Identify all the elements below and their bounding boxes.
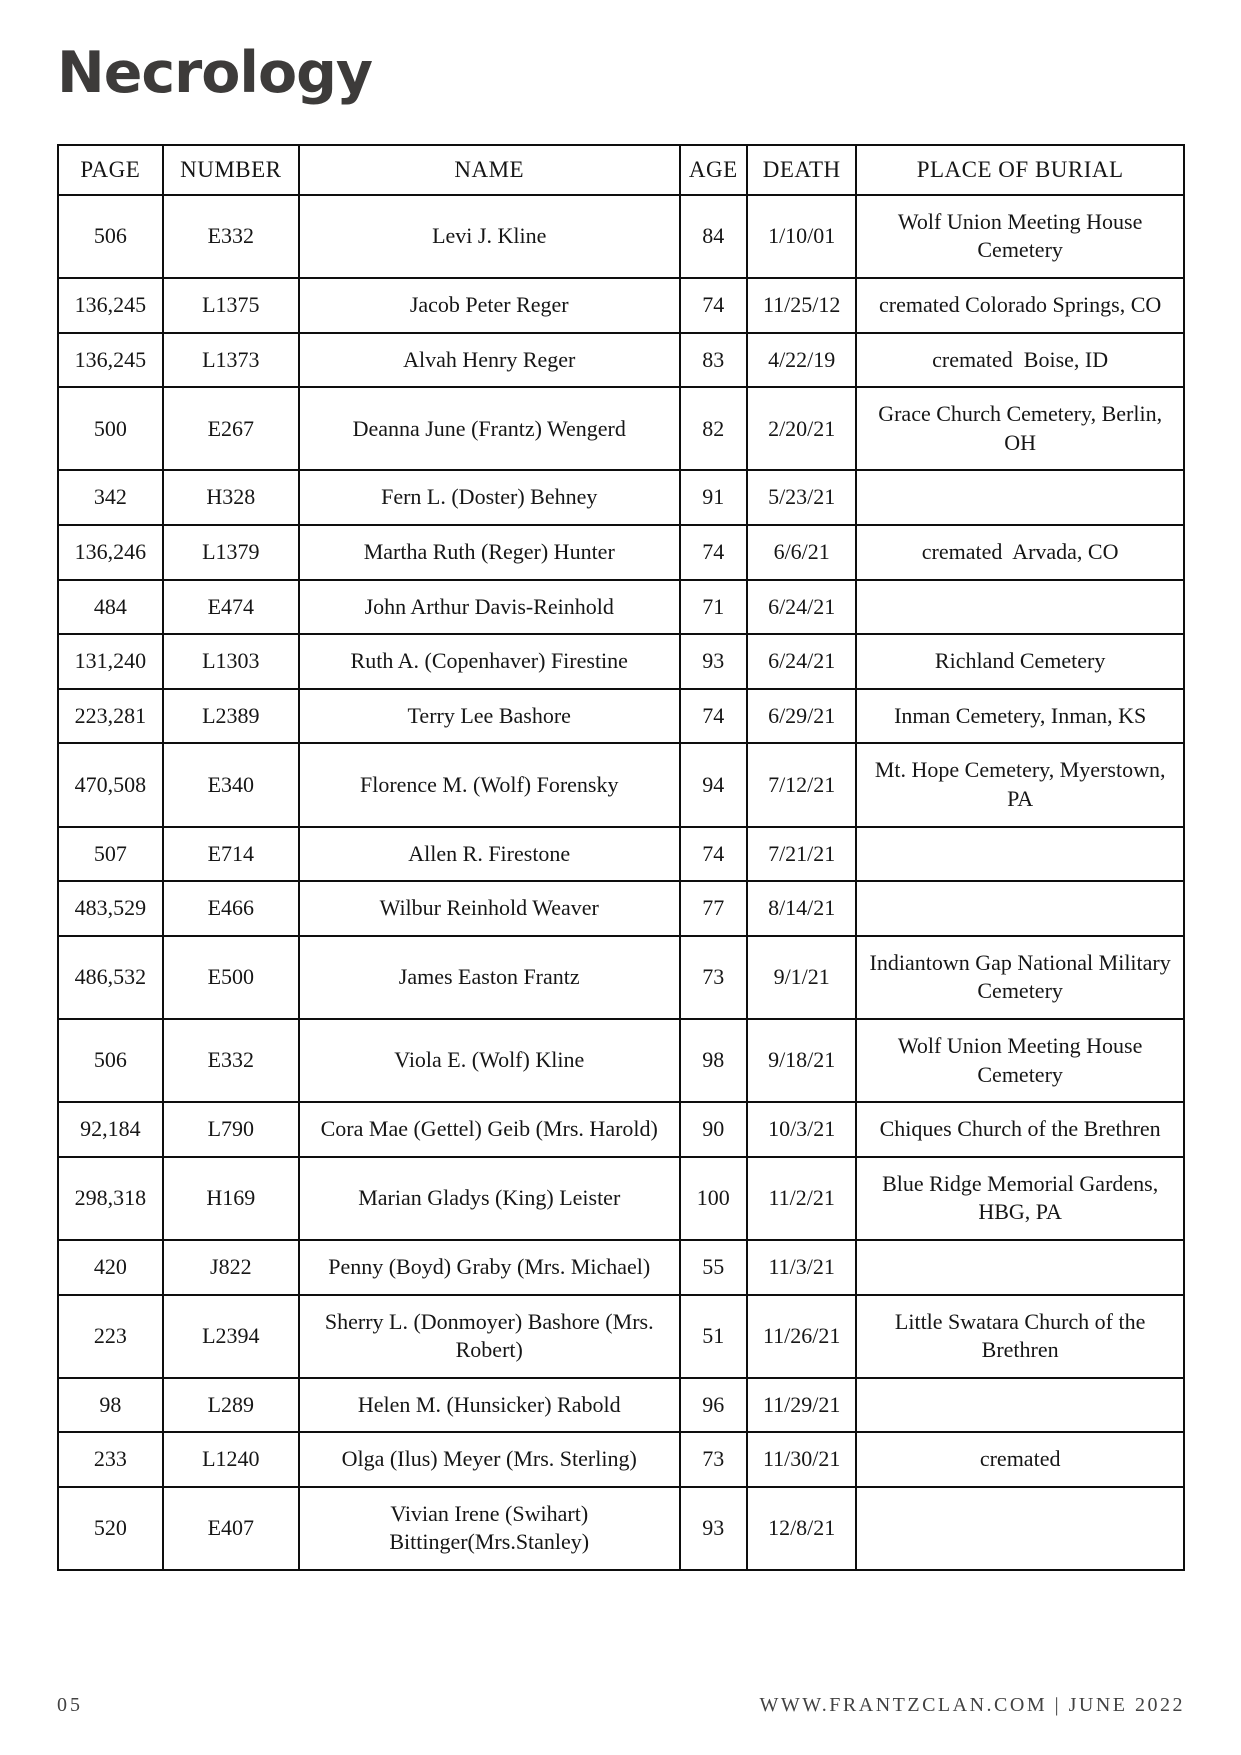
table-cell: 98 [58, 1378, 163, 1433]
table-cell: 131,240 [58, 634, 163, 689]
table-cell: Jacob Peter Reger [299, 278, 680, 333]
table-cell: Allen R. Firestone [299, 827, 680, 882]
footer-site-and-date: WWW.FRANTZCLAN.COM | JUNE 2022 [759, 1694, 1185, 1716]
table-row [58, 634, 1184, 689]
column-header: DEATH [747, 145, 856, 195]
footer-page-number: 05 [57, 1694, 83, 1716]
table-cell: E332 [163, 195, 299, 278]
table-cell: 82 [680, 387, 748, 470]
table-cell: 1/10/01 [747, 195, 856, 278]
table-cell: 6/6/21 [747, 525, 856, 580]
page-title: Necrology [57, 40, 373, 106]
table-cell: 92,184 [58, 1102, 163, 1157]
table-cell: 7/12/21 [747, 743, 856, 826]
table-cell: L2389 [163, 689, 299, 744]
table-cell: 96 [680, 1378, 748, 1433]
table-cell: 506 [58, 1019, 163, 1102]
table-cell: 507 [58, 827, 163, 882]
column-header: PLACE OF BURIAL [856, 145, 1184, 195]
table-cell: E500 [163, 936, 299, 1019]
table-cell: 342 [58, 470, 163, 525]
table-cell: H169 [163, 1157, 299, 1240]
table-cell: 6/24/21 [747, 580, 856, 635]
table-cell: L2394 [163, 1295, 299, 1378]
table-cell: 8/14/21 [747, 881, 856, 936]
table-cell: 74 [680, 689, 748, 744]
table-cell: 486,532 [58, 936, 163, 1019]
table-cell: L1303 [163, 634, 299, 689]
table-cell: Sherry L. (Donmoyer) Bashore (Mrs. Robert) [299, 1295, 680, 1378]
table-cell: E714 [163, 827, 299, 882]
table-cell: Viola E. (Wolf) Kline [299, 1019, 680, 1102]
table-cell [856, 580, 1184, 635]
column-header: NUMBER [163, 145, 299, 195]
table-cell: 233 [58, 1432, 163, 1487]
table-cell: Fern L. (Doster) Behney [299, 470, 680, 525]
table-row [58, 1102, 1184, 1157]
table-cell: cremated Boise, ID [856, 333, 1184, 388]
table-cell: cremated [856, 1432, 1184, 1487]
table-row [58, 936, 1184, 1019]
table-cell [856, 881, 1184, 936]
table-cell: 11/3/21 [747, 1240, 856, 1295]
table-cell: 11/30/21 [747, 1432, 856, 1487]
table-cell: 9/18/21 [747, 1019, 856, 1102]
table-row [58, 387, 1184, 470]
table-cell: 136,245 [58, 333, 163, 388]
table-cell: 10/3/21 [747, 1102, 856, 1157]
table-cell: 71 [680, 580, 748, 635]
table-cell: E332 [163, 1019, 299, 1102]
table-cell: 100 [680, 1157, 748, 1240]
table-cell: 500 [58, 387, 163, 470]
table-cell: E267 [163, 387, 299, 470]
page-footer [57, 1694, 1185, 1717]
table-row [58, 689, 1184, 744]
table-cell: 420 [58, 1240, 163, 1295]
table-cell: cremated Colorado Springs, CO [856, 278, 1184, 333]
table-cell: Grace Church Cemetery, Berlin, OH [856, 387, 1184, 470]
table-cell: 12/8/21 [747, 1487, 856, 1570]
table-cell: L289 [163, 1378, 299, 1433]
table-cell: Alvah Henry Reger [299, 333, 680, 388]
table-cell: Helen M. (Hunsicker) Rabold [299, 1378, 680, 1433]
table-cell: 11/26/21 [747, 1295, 856, 1378]
table-cell: 483,529 [58, 881, 163, 936]
table-cell: Penny (Boyd) Graby (Mrs. Michael) [299, 1240, 680, 1295]
table-row [58, 195, 1184, 278]
table-cell: 55 [680, 1240, 748, 1295]
table-row [58, 1295, 1184, 1378]
table-cell: 298,318 [58, 1157, 163, 1240]
table-cell: Terry Lee Bashore [299, 689, 680, 744]
table-cell: 11/2/21 [747, 1157, 856, 1240]
table-cell: H328 [163, 470, 299, 525]
table-row [58, 525, 1184, 580]
table-cell: L1379 [163, 525, 299, 580]
table-cell: 506 [58, 195, 163, 278]
table-cell: 94 [680, 743, 748, 826]
table-cell [856, 470, 1184, 525]
table-cell: E407 [163, 1487, 299, 1570]
table-cell: 520 [58, 1487, 163, 1570]
table-cell: L1373 [163, 333, 299, 388]
table-cell: Deanna June (Frantz) Wengerd [299, 387, 680, 470]
table-cell: Marian Gladys (King) Leister [299, 1157, 680, 1240]
table-cell: 2/20/21 [747, 387, 856, 470]
table-cell: Chiques Church of the Brethren [856, 1102, 1184, 1157]
table-cell: 93 [680, 634, 748, 689]
table-body [58, 195, 1184, 1570]
table-cell: Florence M. (Wolf) Forensky [299, 743, 680, 826]
table-cell: Wolf Union Meeting House Cemetery [856, 1019, 1184, 1102]
table-cell: 74 [680, 278, 748, 333]
table-row [58, 278, 1184, 333]
table-cell [856, 827, 1184, 882]
table-cell: 136,245 [58, 278, 163, 333]
table-cell: 91 [680, 470, 748, 525]
table-cell: L790 [163, 1102, 299, 1157]
table-cell: Little Swatara Church of the Brethren [856, 1295, 1184, 1378]
table-cell: 74 [680, 827, 748, 882]
table-cell: 84 [680, 195, 748, 278]
table-cell: cremated Arvada, CO [856, 525, 1184, 580]
table-cell [856, 1378, 1184, 1433]
table-cell: James Easton Frantz [299, 936, 680, 1019]
table-cell: E466 [163, 881, 299, 936]
table-cell: 51 [680, 1295, 748, 1378]
table-cell: John Arthur Davis-Reinhold [299, 580, 680, 635]
column-header: PAGE [58, 145, 163, 195]
column-header: AGE [680, 145, 748, 195]
table-cell: 6/29/21 [747, 689, 856, 744]
table-cell: Blue Ridge Memorial Gardens, HBG, PA [856, 1157, 1184, 1240]
table-cell: 90 [680, 1102, 748, 1157]
table-cell: 77 [680, 881, 748, 936]
table-cell: 93 [680, 1487, 748, 1570]
table-cell: 9/1/21 [747, 936, 856, 1019]
table-cell: 7/21/21 [747, 827, 856, 882]
table-cell: 74 [680, 525, 748, 580]
table-cell: 73 [680, 936, 748, 1019]
table-row [58, 1432, 1184, 1487]
table-cell [856, 1240, 1184, 1295]
table-cell: Levi J. Kline [299, 195, 680, 278]
table-cell: Indiantown Gap National Military Cemetery [856, 936, 1184, 1019]
table-cell: 470,508 [58, 743, 163, 826]
table-row [58, 1487, 1184, 1570]
table-row [58, 827, 1184, 882]
table-row [58, 1157, 1184, 1240]
table-cell: Ruth A. (Copenhaver) Firestine [299, 634, 680, 689]
table-cell: 136,246 [58, 525, 163, 580]
table-cell: 6/24/21 [747, 634, 856, 689]
table-cell: E474 [163, 580, 299, 635]
table-cell: Richland Cemetery [856, 634, 1184, 689]
table-row [58, 743, 1184, 826]
necrology-table [57, 144, 1185, 1571]
column-header: NAME [299, 145, 680, 195]
table-row [58, 470, 1184, 525]
table-cell [856, 1487, 1184, 1570]
table-cell: E340 [163, 743, 299, 826]
table-cell: J822 [163, 1240, 299, 1295]
table-cell: Inman Cemetery, Inman, KS [856, 689, 1184, 744]
table-cell: L1240 [163, 1432, 299, 1487]
table-cell: Mt. Hope Cemetery, Myerstown, PA [856, 743, 1184, 826]
table-cell: 73 [680, 1432, 748, 1487]
table-cell: Wolf Union Meeting House Cemetery [856, 195, 1184, 278]
table-header-row [58, 145, 1184, 195]
table-cell: Martha Ruth (Reger) Hunter [299, 525, 680, 580]
table-cell: Cora Mae (Gettel) Geib (Mrs. Harold) [299, 1102, 680, 1157]
table-cell: 484 [58, 580, 163, 635]
table-row [58, 1240, 1184, 1295]
table-cell: L1375 [163, 278, 299, 333]
table-row [58, 580, 1184, 635]
table-cell: Olga (Ilus) Meyer (Mrs. Sterling) [299, 1432, 680, 1487]
table-cell: 83 [680, 333, 748, 388]
table-row [58, 1378, 1184, 1433]
table-cell: 223,281 [58, 689, 163, 744]
table-row [58, 881, 1184, 936]
table-cell: 98 [680, 1019, 748, 1102]
table-cell: Vivian Irene (Swihart) Bittinger(Mrs.Stanley) [299, 1487, 680, 1570]
table-cell: Wilbur Reinhold Weaver [299, 881, 680, 936]
table-cell: 11/25/12 [747, 278, 856, 333]
table-cell: 4/22/19 [747, 333, 856, 388]
table-cell: 5/23/21 [747, 470, 856, 525]
table-row [58, 333, 1184, 388]
table-row [58, 1019, 1184, 1102]
table-cell: 11/29/21 [747, 1378, 856, 1433]
table-cell: 223 [58, 1295, 163, 1378]
